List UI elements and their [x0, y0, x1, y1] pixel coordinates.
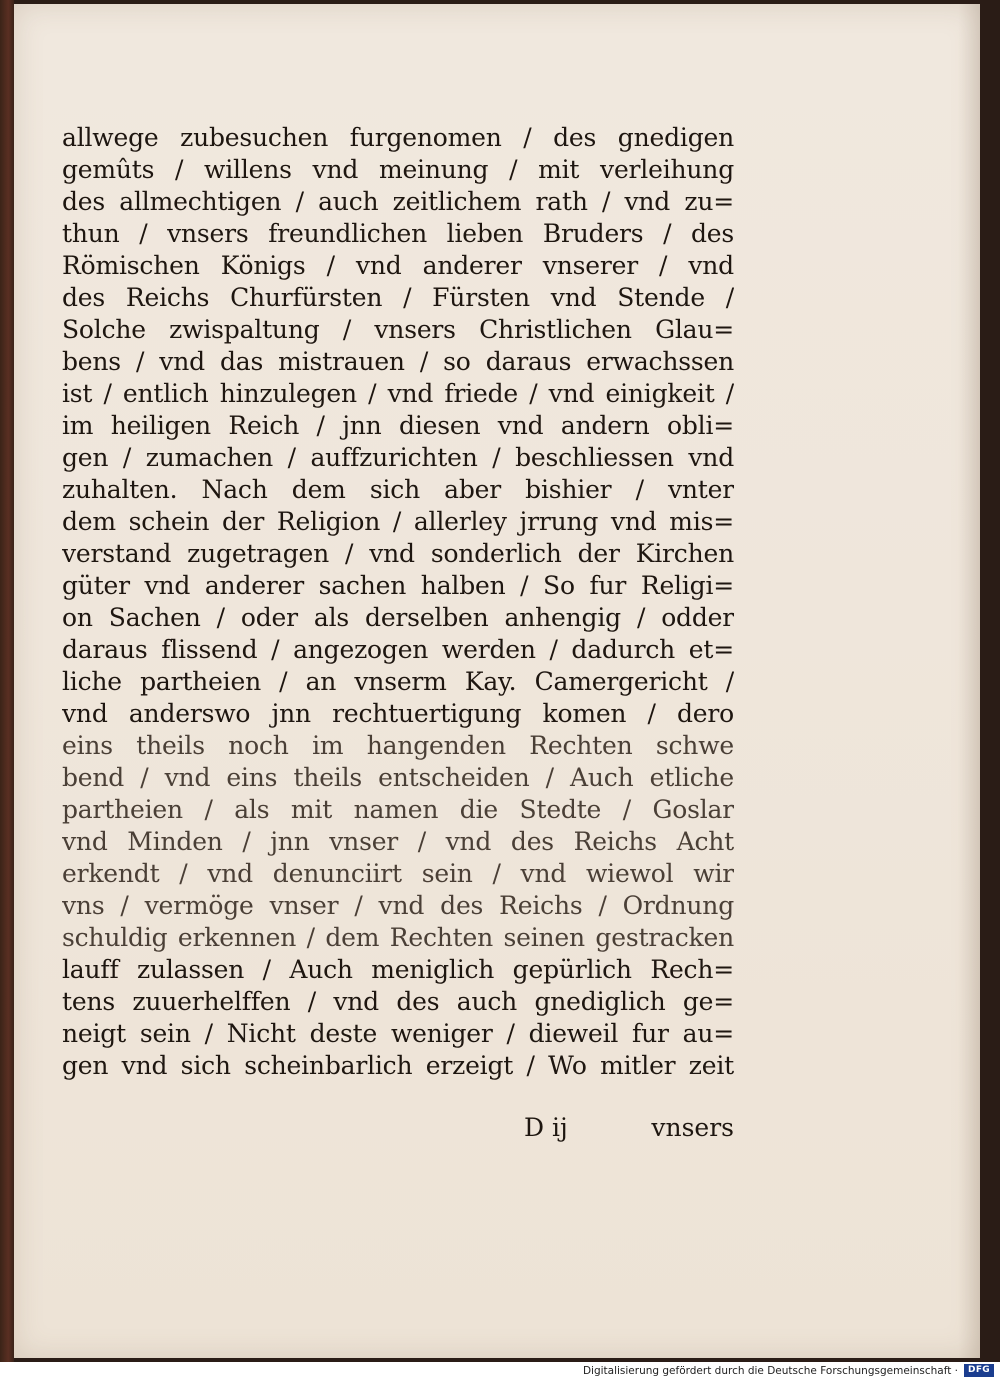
text-line: verstand zugetragen / vnd sonderlich der Kirchen: [62, 539, 734, 568]
catchword: vnsers: [651, 1113, 734, 1142]
text-line: zuhalten. Nach dem sich aber bishier / vnter: [62, 475, 734, 504]
funding-credit: Digitalisierung gefördert durch die Deutsche Forschungsgemeinschaft ·: [582, 1365, 958, 1377]
text-line: on Sachen / oder als derselben anhengig / odder: [62, 603, 734, 632]
text-line: lauff zulassen / Auch meniglich gepürlich Rech=: [62, 955, 734, 984]
text-line: bend / vnd eins theils entscheiden / Auch etliche: [62, 763, 734, 792]
text-line: eins theils noch im hangenden Rechten schwe: [62, 731, 734, 760]
text-line: vnd Minden / jnn vnser / vnd des Reichs Acht: [62, 827, 734, 856]
text-line: erkendt / vnd denunciirt sein / vnd wiewol wir: [62, 859, 734, 888]
text-line: dem schein der Religion / allerley jrrung vnd mis=: [62, 507, 734, 536]
text-line: allwege zubesuchen furgenomen / des gnedigen: [62, 123, 734, 152]
text-line: gen / zumachen / auffzurichten / beschliessen vnd: [62, 443, 734, 472]
book-binding-edge: [0, 0, 14, 1362]
text-line: des allmechtigen / auch zeitlichem rath / vnd zu=: [62, 187, 734, 216]
text-line: gen vnd sich scheinbarlich erzeigt / Wo mitler zeit: [62, 1051, 734, 1080]
text-line: Römischen Königs / vnd anderer vnserer / vnd: [62, 251, 734, 280]
text-line: güter vnd anderer sachen halben / So fur Religi=: [62, 571, 734, 600]
text-line: vns / vermöge vnser / vnd des Reichs / Ordnung: [62, 891, 734, 920]
text-line: daraus flissend / angezogen werden / dadurch et=: [62, 635, 734, 664]
text-line: liche partheien / an vnserm Kay. Camergericht /: [62, 667, 734, 696]
text-line: gemûts / willens vnd meinung / mit verleihung: [62, 155, 734, 184]
signature-mark: D ij: [524, 1113, 568, 1142]
page-text-block: [62, 122, 734, 1082]
text-line: tens zuuerhelffen / vnd des auch gnediglich ge=: [62, 987, 734, 1016]
text-line: Solche zwispaltung / vnsers Christlichen Glau=: [62, 315, 734, 344]
text-line: vnd anderswo jnn rechtuertigung komen / dero: [62, 699, 734, 728]
text-line: bens / vnd das mistrauen / so daraus erwachssen: [62, 347, 734, 376]
text-line: partheien / als mit namen die Stedte / Goslar: [62, 795, 734, 824]
page-footer-line: [62, 1112, 734, 1144]
book-page: [14, 4, 980, 1358]
text-line: schuldig erkennen / dem Rechten seinen gestracken: [62, 923, 734, 952]
text-line: thun / vnsers freundlichen lieben Bruders / des: [62, 219, 734, 248]
text-line: neigt sein / Nicht deste weniger / dieweil fur au=: [62, 1019, 734, 1048]
text-line: ist / entlich hinzulegen / vnd friede / vnd einigkeit /: [62, 379, 734, 408]
dfg-logo[interactable]: DFG: [964, 1364, 994, 1377]
text-line: des Reichs Churfürsten / Fürsten vnd Stende /: [62, 283, 734, 312]
text-line: im heiligen Reich / jnn diesen vnd andern obli=: [62, 411, 734, 440]
